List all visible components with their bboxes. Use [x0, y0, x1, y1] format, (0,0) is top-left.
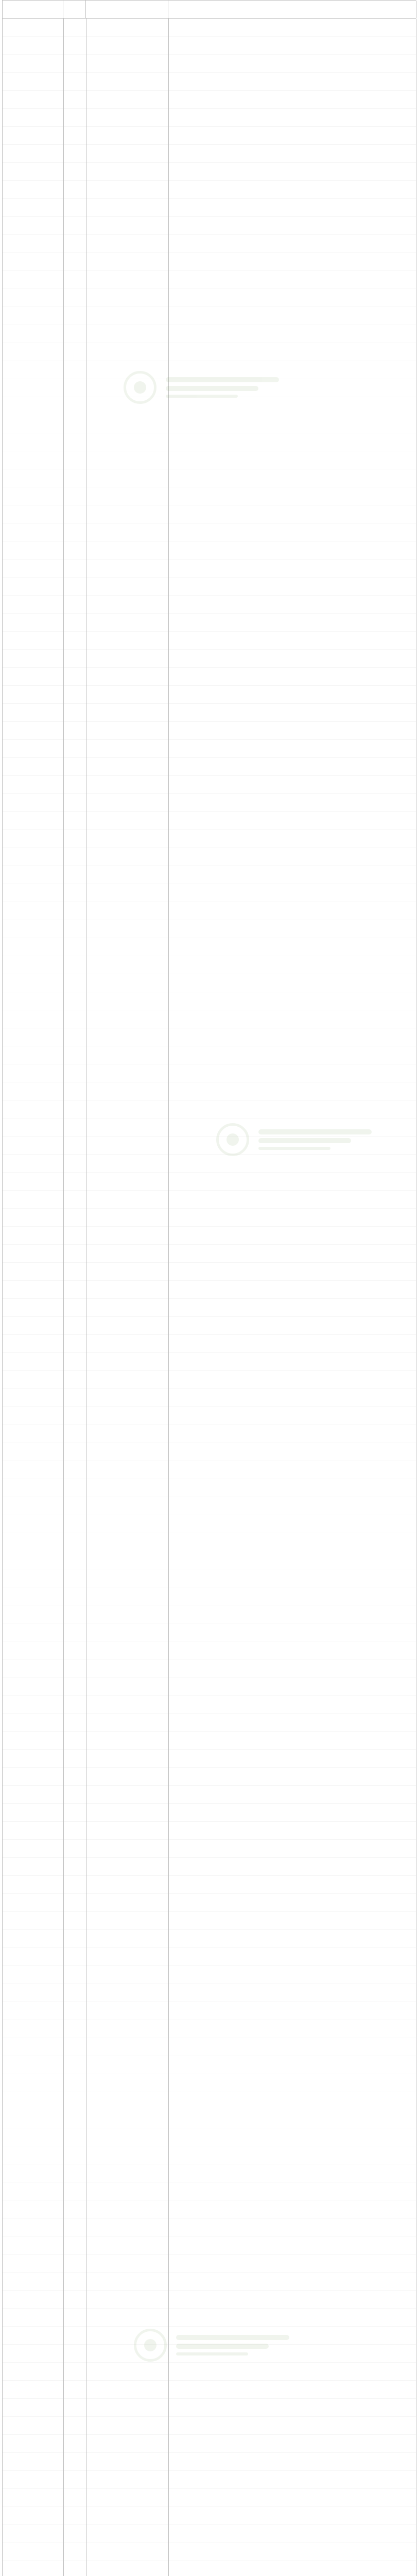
column-divider — [168, 19, 169, 2576]
table-header-cell — [3, 1, 63, 18]
table-header-cell — [63, 1, 86, 18]
column-divider — [63, 19, 64, 2576]
table-header-cell — [86, 1, 168, 18]
table-header-row — [3, 1, 416, 19]
table-body — [3, 19, 416, 2576]
table-header-cell — [168, 1, 416, 18]
schedule-table — [2, 0, 416, 2576]
